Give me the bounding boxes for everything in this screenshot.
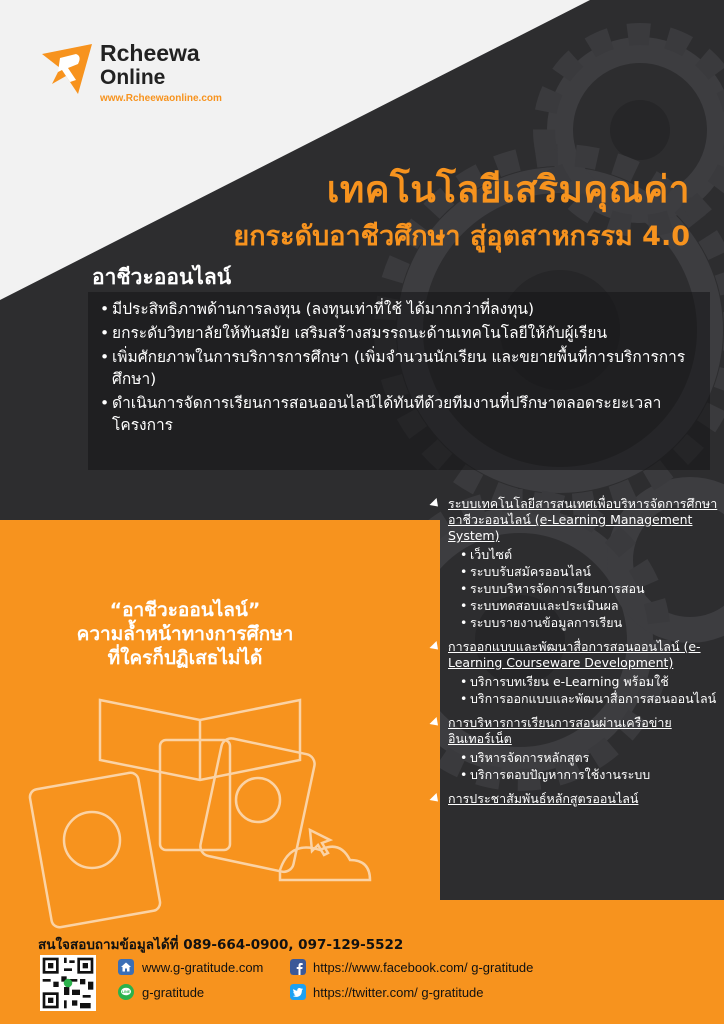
home-icon [118, 959, 134, 975]
qr-code[interactable] [40, 955, 96, 1011]
brand-logo[interactable] [38, 40, 278, 110]
list-item: • เว็บไซต์ [460, 546, 720, 563]
arrow-icon [429, 498, 441, 510]
arrow-icon [429, 641, 441, 653]
list-item: • บริการออกแบบและพัฒนาสื่อการสอนออนไลน์ [460, 690, 720, 707]
brand-url[interactable]: www.Rcheewaonline.com [100, 93, 222, 104]
service-lms [430, 496, 720, 631]
headline-product: อาชีวะออนไลน์ [92, 265, 232, 289]
benefits-list [100, 298, 710, 438]
line-id[interactable]: g-gratitude [142, 985, 205, 1000]
svg-text:LINE: LINE [122, 990, 130, 994]
headline-main: เทคโนโลยีเสริมคุณค่า [326, 168, 690, 211]
slogan-line1: “อาชีวะออนไลน์” [109, 599, 261, 621]
logo-icon [38, 40, 96, 98]
service-title: การประชาสัมพันธ์หลักสูตรออนไลน์ [448, 791, 639, 806]
line-icon [118, 984, 134, 1000]
service-title: การบริหารการเรียนการสอนผ่านเครือข่ายอินเทอร์เน็ต [448, 715, 672, 746]
headline-sub: ยกระดับอาชีวศึกษา สู่อุตสาหกรรม 4.0 [233, 221, 690, 252]
slogan-line3: ที่ใครก็ปฏิเสธไม่ได้ [107, 647, 263, 669]
slogan-line2: ความล้ำหน้าทางการศึกษา [76, 623, 294, 645]
contact-phone: สนใจสอบถามข้อมูลได้ที่ 089-664-0900, 097-129-5522 [38, 937, 404, 953]
list-item: • ระบบทดสอบและประเมินผล [460, 597, 720, 614]
service-title: การออกแบบและพัฒนาสื่อการสอนออนไลน์ (e-Learning Courseware Development) [448, 639, 701, 670]
list-item: • มีประสิทธิภาพด้านการลงทุน (ลงทุนเท่าที่ใช้ ได้มากกว่าที่ลงทุน) [100, 298, 710, 320]
twitter-link[interactable]: https://twitter.com/ g-gratitude [313, 985, 484, 1000]
service-management [430, 715, 720, 783]
list-item: • บริการบทเรียน e-Learning พร้อมใช้ [460, 673, 720, 690]
list-item: • บริการตอบปัญหาการใช้งานระบบ [460, 766, 720, 783]
arrow-icon [429, 717, 441, 729]
list-item: • ระบบรายงานข้อมูลการเรียน [460, 614, 720, 631]
list-item: • ยกระดับวิทยาลัยให้ทันสมัย เสริมสร้างสมรรถนะด้านเทคโนโลยีให้กับผู้เรียน [100, 322, 710, 344]
service-pr [430, 791, 720, 807]
arrow-icon [429, 793, 441, 805]
list-item: • บริหารจัดการหลักสูตร [460, 749, 720, 766]
brand-name-line2: Online [100, 66, 166, 89]
slogan [40, 598, 330, 670]
service-courseware [430, 639, 720, 707]
facebook-icon [290, 959, 306, 975]
website-link[interactable]: www.g-gratitude.com [142, 960, 264, 975]
list-item: • ระบบรับสมัครออนไลน์ [460, 563, 720, 580]
list-item: • ดำเนินการจัดการเรียนการสอนออนไลน์ได้ทันทีด้วยทีมงานที่ปรึกษาตลอดระยะเวลาโครงการ [100, 392, 710, 436]
services-list [430, 496, 720, 815]
twitter-icon [290, 984, 306, 1000]
service-title: ระบบเทคโนโลยีสารสนเทศเพื่อบริหารจัดการศึกษาอาชีวะออนไลน์ (e-Learning Management System) [448, 496, 718, 543]
facebook-link[interactable]: https://www.facebook.com/ g-gratitude [313, 960, 534, 975]
list-item: • ระบบบริหารจัดการเรียนการสอน [460, 580, 720, 597]
brand-name-line1: Rcheewa [100, 40, 200, 66]
list-item: • เพิ่มศักยภาพในการบริการการศึกษา (เพิ่มจำนวนนักเรียน และขยายพื้นที่การบริการการศึกษา) [100, 346, 710, 390]
